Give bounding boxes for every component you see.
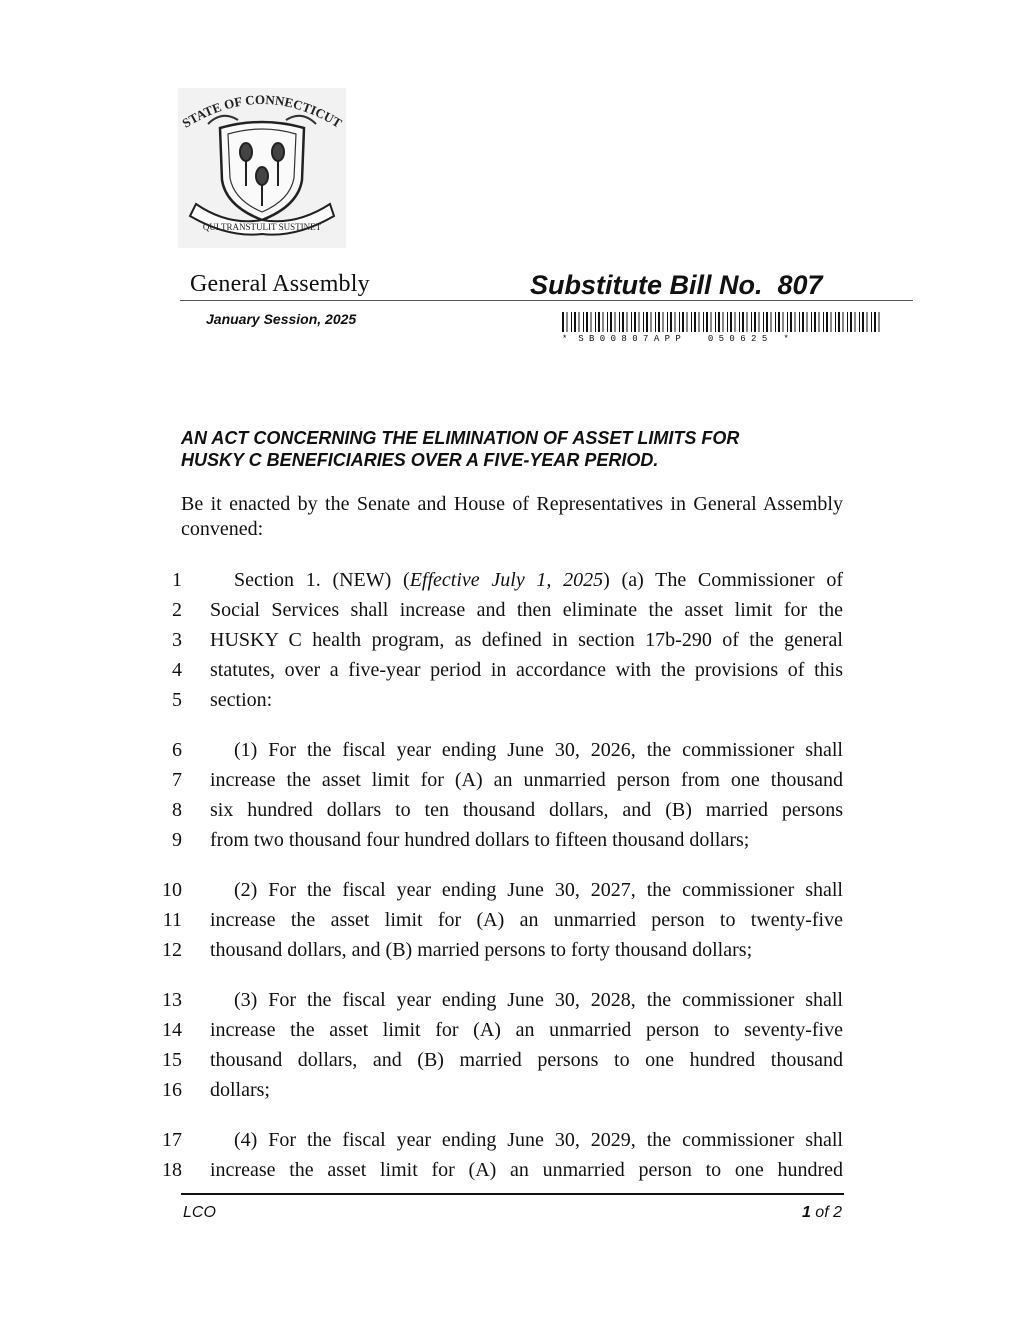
line-text: (1) For the fiscal year ending June 30, 2026, the commissioner shall <box>234 739 843 761</box>
barcode-bar <box>778 312 780 332</box>
barcode-bar <box>730 312 732 332</box>
barcode-bar <box>850 312 852 332</box>
line-number: 17 <box>162 1129 182 1151</box>
barcode-bar <box>574 312 576 332</box>
bill-line <box>160 595 843 625</box>
bill-line <box>160 765 843 795</box>
line-number: 16 <box>162 1079 182 1101</box>
barcode <box>562 312 884 348</box>
footer-lco: LCO <box>183 1204 216 1221</box>
bill-line <box>160 1155 843 1185</box>
barcode-bar <box>718 312 720 332</box>
line-number: 4 <box>172 659 182 681</box>
bill-line <box>160 565 843 595</box>
bill-title-line-1: AN ACT CONCERNING THE ELIMINATION OF ASSET LIMITS FOR <box>181 428 740 448</box>
barcode-bar <box>823 312 824 332</box>
barcode-bar <box>603 312 604 332</box>
line-text: section: <box>210 689 273 711</box>
barcode-bar <box>571 312 572 332</box>
header-divider <box>180 300 913 301</box>
barcode-bar <box>691 312 692 332</box>
barcode-bar <box>843 312 844 332</box>
barcode-bar <box>711 312 712 332</box>
bill-line <box>160 1045 843 1075</box>
paragraph-section-1 <box>160 565 843 715</box>
line-number: 13 <box>162 989 182 1011</box>
barcode-bar <box>658 312 660 332</box>
barcode-bar <box>814 312 816 332</box>
line-number: 6 <box>172 739 182 761</box>
barcode-bar <box>807 312 808 332</box>
barcode-bar <box>795 312 796 332</box>
barcode-bar <box>799 312 800 332</box>
line-text: thousand dollars, and (B) married persons to one hundred thousand <box>210 1049 843 1071</box>
bill-line <box>160 825 843 855</box>
bill-line <box>160 795 843 825</box>
bill-line <box>160 1015 843 1045</box>
barcode-bar <box>862 312 864 332</box>
barcode-bar <box>679 312 680 332</box>
seal-motto-text: QUI TRANSTULIT SUSTINET <box>202 222 322 232</box>
line-text: statutes, over a five-year period in accordance with the provisions of this <box>210 659 843 681</box>
bill-line <box>160 935 843 965</box>
barcode-bar <box>619 312 620 332</box>
barcode-bar <box>627 312 628 332</box>
barcode-bar <box>787 312 788 332</box>
state-seal <box>178 88 346 248</box>
line-text: increase the asset limit for (A) an unmarried person to one hundred <box>210 1159 843 1181</box>
page-current: 1 <box>801 1204 811 1221</box>
line-number: 7 <box>172 769 182 791</box>
seal-title-text: STATE OF CONNECTICUT <box>179 91 345 131</box>
barcode-bar <box>831 312 832 332</box>
bill-body <box>160 565 843 1205</box>
bill-line <box>160 1075 843 1105</box>
barcode-bar <box>699 312 700 332</box>
barcode-bar <box>591 312 592 332</box>
line-number: 14 <box>162 1019 182 1041</box>
bill-line <box>160 875 843 905</box>
line-text: six hundred dollars to ten thousand dollars, and (B) married persons <box>210 799 843 821</box>
barcode-bar <box>855 312 856 332</box>
line-text-part: ) (a) The Commissioner of <box>603 569 843 591</box>
line-text: (2) For the fiscal year ending June 30, 2027, the commissioner shall <box>234 879 843 901</box>
bill-line <box>160 655 843 685</box>
barcode-bar <box>871 312 872 332</box>
effective-date: Effective July 1, 2025 <box>409 569 604 591</box>
page-total: of 2 <box>810 1204 842 1221</box>
line-text: increase the asset limit for (A) an unmarried person from one thousand <box>210 769 843 791</box>
bill-line <box>160 985 843 1015</box>
enacting-clause: Be it enacted by the Senate and House of Representatives in General Assembly convened: <box>181 493 843 540</box>
barcode-bar <box>826 312 828 332</box>
line-text: dollars; <box>210 1079 270 1101</box>
paragraph-4 <box>160 1125 843 1185</box>
barcode-bar <box>567 312 568 332</box>
line-text: Social Services shall increase and then eliminate the asset limit for the <box>210 599 843 621</box>
barcode-bar <box>819 312 820 332</box>
bill-line <box>160 905 843 935</box>
barcode-bar <box>751 312 752 332</box>
line-number: 11 <box>162 909 182 931</box>
barcode-bar <box>874 312 876 332</box>
session-label: January Session, 2025 <box>206 311 357 327</box>
bill-line <box>160 625 843 655</box>
barcode-bar <box>867 312 868 332</box>
barcode-bar <box>607 312 608 332</box>
barcode-bar <box>838 312 840 332</box>
line-text: thousand dollars, and (B) married persons to forty thousand dollars; <box>210 939 753 961</box>
line-text: increase the asset limit for (A) an unmarried person to twenty-five <box>210 909 843 931</box>
line-text-part: Section 1. (NEW) ( <box>234 569 410 591</box>
general-assembly-label: General Assembly <box>190 271 370 297</box>
barcode-bar <box>586 312 588 332</box>
barcode-bar <box>667 312 668 332</box>
barcode-bar <box>562 312 564 332</box>
barcode-bar <box>622 312 624 332</box>
line-number: 12 <box>162 939 182 961</box>
line-number: 8 <box>172 799 182 821</box>
bill-number: Substitute Bill No. 807 <box>530 270 823 300</box>
barcode-bar <box>739 312 740 332</box>
line-number: 1 <box>172 569 182 591</box>
footer-divider <box>181 1193 844 1195</box>
bill-line <box>160 735 843 765</box>
paragraph-1 <box>160 735 843 855</box>
barcode-bar <box>675 312 676 332</box>
barcode-bar <box>610 312 612 332</box>
barcode-bar <box>759 312 760 332</box>
barcode-bar <box>615 312 616 332</box>
line-text: increase the asset limit for (A) an unmarried person to seventy-five <box>210 1019 843 1041</box>
paragraph-2 <box>160 875 843 965</box>
bill-line <box>160 685 843 715</box>
barcode-bar <box>670 312 672 332</box>
barcode-bar <box>631 312 632 332</box>
barcode-bar <box>639 312 640 332</box>
barcode-bar <box>655 312 656 332</box>
barcode-bar <box>651 312 652 332</box>
line-number: 5 <box>172 689 182 711</box>
bill-line <box>160 1125 843 1155</box>
page-indicator <box>802 1204 842 1222</box>
barcode-bar <box>811 312 812 332</box>
barcode-text: * S B 0 0 8 0 7 A P P 0 5 0 6 2 5 * <box>562 334 789 344</box>
barcode-bar <box>859 312 860 332</box>
barcode-bar <box>775 312 776 332</box>
barcode-bar <box>754 312 756 332</box>
barcode-bar <box>766 312 768 332</box>
line-number: 15 <box>162 1049 182 1071</box>
barcode-bar <box>583 312 584 332</box>
barcode-bar <box>783 312 784 332</box>
line-number: 18 <box>162 1159 182 1181</box>
barcode-bar <box>682 312 684 332</box>
barcode-bar <box>715 312 716 332</box>
barcode-bar <box>771 312 772 332</box>
barcode-bar <box>802 312 804 332</box>
line-number: 9 <box>172 829 182 851</box>
barcode-bar <box>643 312 644 332</box>
line-number: 3 <box>172 629 182 651</box>
bill-title <box>181 427 841 471</box>
line-text: (4) For the fiscal year ending June 30, 2029, the commissioner shall <box>234 1129 843 1151</box>
barcode-bars <box>562 312 884 332</box>
barcode-bar <box>747 312 748 332</box>
bill-title-line-2: HUSKY C BENEFICIARIES OVER A FIVE-YEAR PERIOD. <box>181 450 659 470</box>
barcode-bar <box>595 312 596 332</box>
barcode-bar <box>703 312 704 332</box>
line-number: 10 <box>162 879 182 901</box>
barcode-bar <box>835 312 836 332</box>
barcode-bar <box>735 312 736 332</box>
barcode-bar <box>742 312 744 332</box>
line-number: 2 <box>172 599 182 621</box>
barcode-bar <box>579 312 580 332</box>
barcode-bar <box>879 312 880 332</box>
barcode-bar <box>663 312 664 332</box>
barcode-bar <box>727 312 728 332</box>
line-text <box>234 565 843 595</box>
line-text: from two thousand four hundred dollars to fifteen thousand dollars; <box>210 829 750 851</box>
barcode-bar <box>634 312 636 332</box>
barcode-bar <box>847 312 848 332</box>
line-text: (3) For the fiscal year ending June 30, 2028, the commissioner shall <box>234 989 843 1011</box>
barcode-bar <box>706 312 708 332</box>
barcode-bar <box>790 312 792 332</box>
barcode-bar <box>598 312 600 332</box>
barcode-bar <box>646 312 648 332</box>
paragraph-3 <box>160 985 843 1105</box>
barcode-bar <box>694 312 696 332</box>
line-text: HUSKY C health program, as defined in section 17b-290 of the general <box>210 629 843 651</box>
barcode-bar <box>763 312 764 332</box>
barcode-bar <box>723 312 724 332</box>
barcode-bar <box>687 312 688 332</box>
